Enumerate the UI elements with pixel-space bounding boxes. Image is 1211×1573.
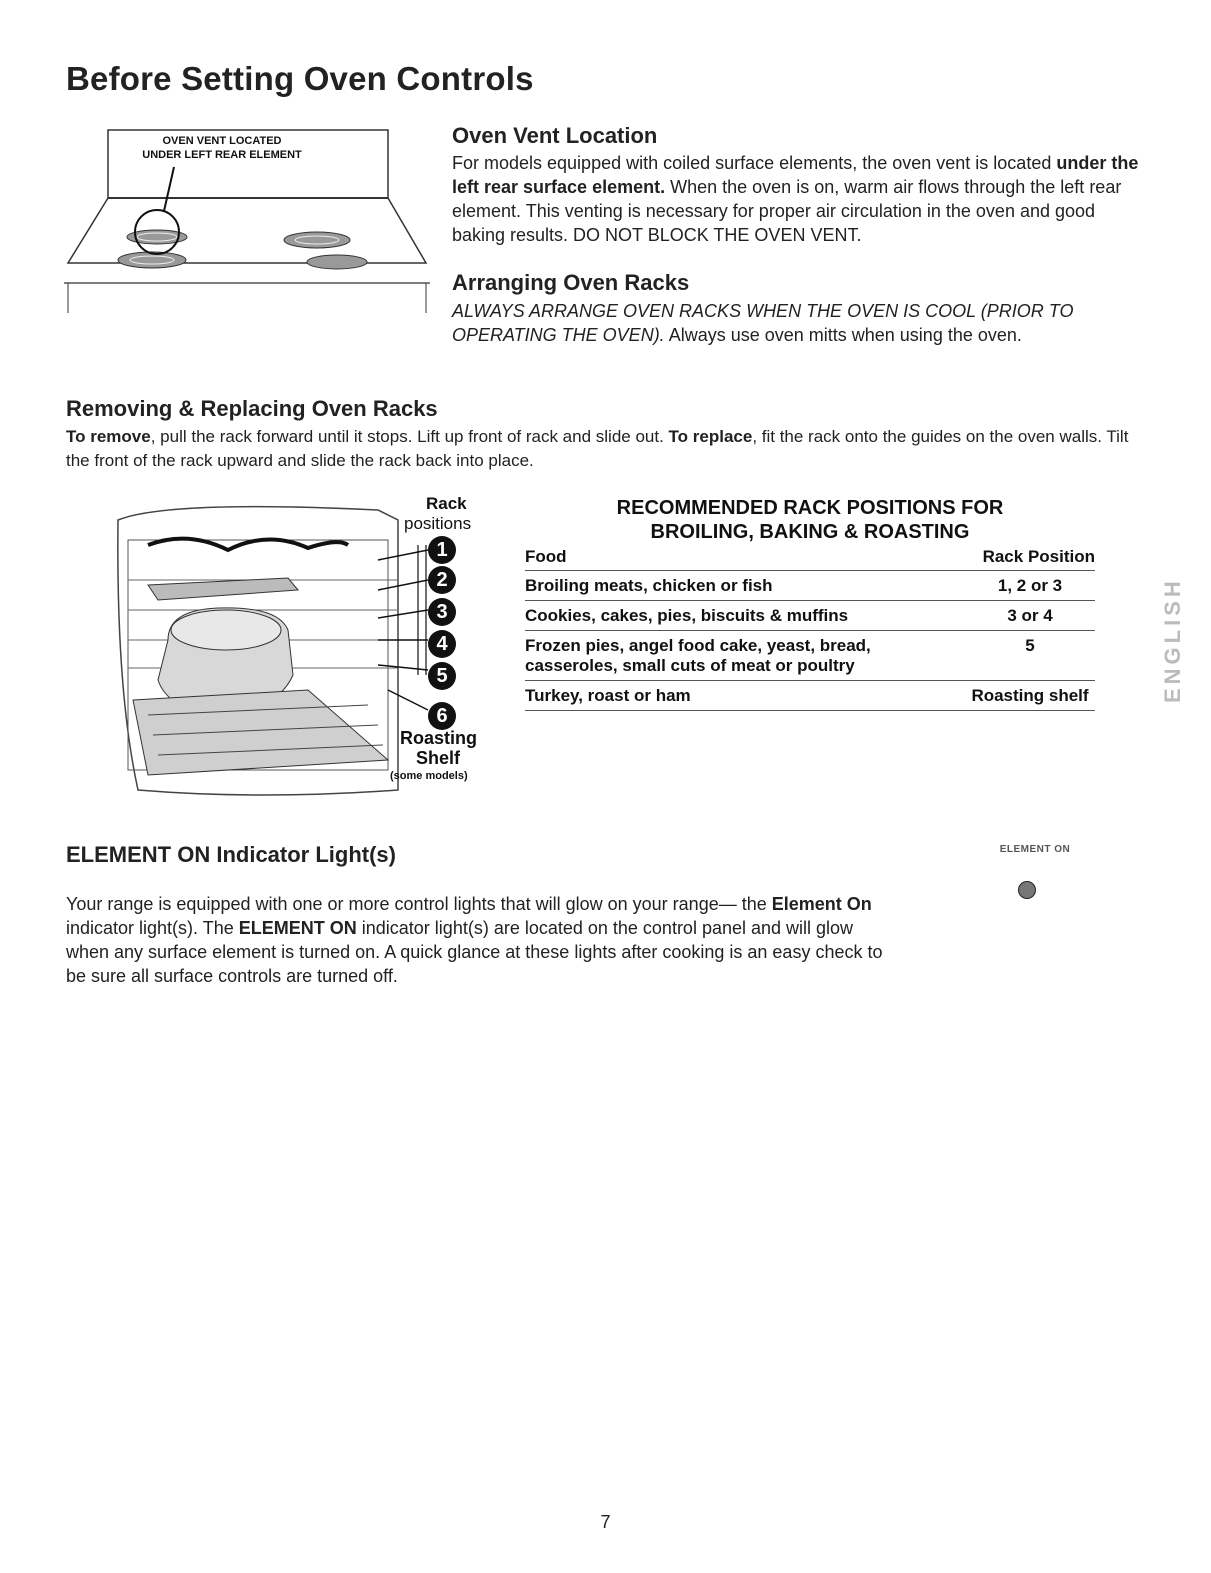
element-on-text: Your range is equipped with one or more control lights that will glow on your range— the Element On indicator light(s). The ELEMENT ON indicator light(s) are located on the control panel and will glow when any surface element is turned on. A quick glance at these lights after cooking is an easy check to be sure all surface controls are turned off. xyxy=(66,894,883,986)
rack-label: Rack xyxy=(426,494,467,513)
element-on-indicator xyxy=(980,844,1090,899)
rack-table-title-line1: RECOMMENDED RACK POSITIONS FOR xyxy=(616,497,1004,519)
oven-vent-text: For models equipped with coiled surface elements, the oven vent is located under the left rear surface element. When the oven is on, warm air flows through the left rear element. This venting is necessary for proper air circulation in the oven and good baking results. DO NOT BLOCK THE OVEN VENT. xyxy=(452,153,1139,245)
table-cell-food: Turkey, roast or ham xyxy=(525,686,691,705)
header-food: Food xyxy=(525,547,567,566)
arranging-racks-heading: Arranging Oven Racks xyxy=(452,270,690,295)
some-models-label: (some models) xyxy=(390,770,468,782)
oven-vent-diagram xyxy=(62,125,432,315)
rack-number-badge: 5 xyxy=(428,662,456,690)
rack-number-badge: 3 xyxy=(428,598,456,626)
table-row xyxy=(525,631,1095,681)
arranging-racks-text: ALWAYS ARRANGE OVEN RACKS WHEN THE OVEN IS COOL (PRIOR TO OPERATING THE OVEN). Always use oven mitts when using the oven. xyxy=(452,301,1074,345)
rack-position-table xyxy=(525,545,1095,711)
element-on-section xyxy=(66,842,896,988)
table-cell-position: 1, 2 or 3 xyxy=(997,576,1063,595)
table-cell-position: Roasting shelf xyxy=(971,686,1089,705)
table-cell-food: Broiling meats, chicken or fish xyxy=(525,576,773,595)
table-row xyxy=(525,601,1095,631)
roasting-label: Roasting xyxy=(400,728,478,748)
oven-vent-heading: Oven Vent Location xyxy=(452,123,658,148)
arranging-racks-section xyxy=(452,270,1147,347)
table-row xyxy=(525,681,1095,711)
table-cell-food: Cookies, cakes, pies, biscuits & muffins xyxy=(525,606,849,625)
vent-label-line1: OVEN VENT LOCATED xyxy=(162,135,282,147)
indicator-light-icon xyxy=(1018,881,1036,899)
vent-label-line2: UNDER LEFT REAR ELEMENT xyxy=(142,149,302,161)
element-on-heading: ELEMENT ON Indicator Light(s) xyxy=(66,842,396,867)
positions-label: positions xyxy=(404,514,472,533)
table-cell-food: Frozen pies, angel food cake, yeast, bread, casseroles, small cuts of meat or poultry xyxy=(525,636,871,675)
oven-vent-section xyxy=(452,123,1147,247)
rack-number-badge: 1 xyxy=(428,536,456,564)
rack-number-badge: 4 xyxy=(428,630,456,658)
page-title: Before Setting Oven Controls xyxy=(66,60,534,97)
rack-number-badge: 6 xyxy=(428,702,456,730)
removing-racks-text: To remove, pull the rack forward until it stops. Lift up front of rack and slide out. To replace, fit the rack onto the guides on the oven walls. Tilt the front of the rack upward and slide the rack back into place. xyxy=(66,427,1129,470)
rack-table-title-line2: BROILING, BAKING & ROASTING xyxy=(650,521,970,543)
rack-positions-diagram xyxy=(108,490,508,805)
shelf-label: Shelf xyxy=(416,748,461,768)
table-row xyxy=(525,571,1095,601)
rack-number-badge: 2 xyxy=(428,566,456,594)
table-cell-position: 5 xyxy=(1025,636,1035,655)
removing-racks-section xyxy=(66,396,1151,473)
page-number: 7 xyxy=(600,1512,611,1532)
table-header xyxy=(525,545,1095,571)
table-cell-position: 3 or 4 xyxy=(1007,606,1053,625)
removing-racks-heading: Removing & Replacing Oven Racks xyxy=(66,396,438,421)
language-side-tab: ENGLISH xyxy=(1160,577,1185,703)
rack-table-title xyxy=(525,496,1095,544)
header-rack-position: Rack Position xyxy=(982,547,1095,566)
indicator-label: ELEMENT ON xyxy=(999,844,1071,855)
